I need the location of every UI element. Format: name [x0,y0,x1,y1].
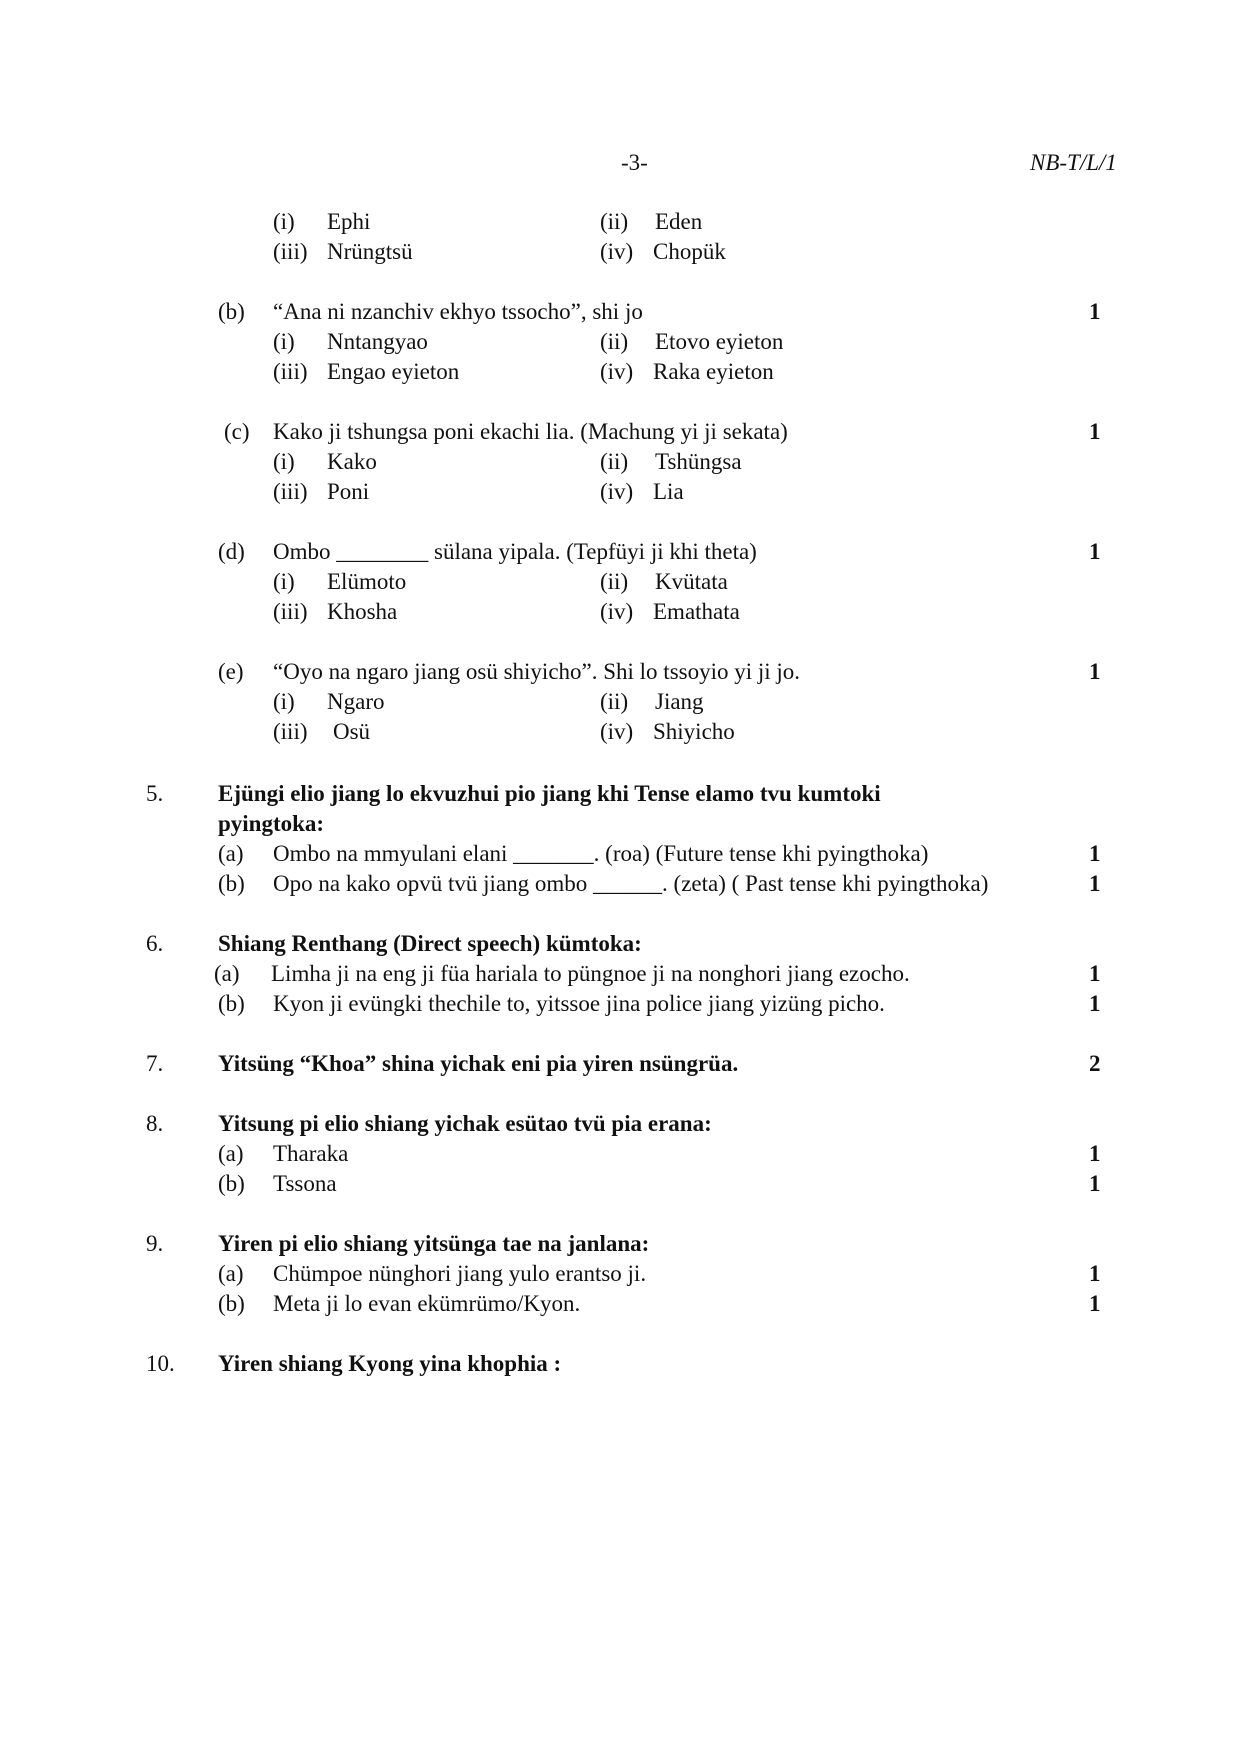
question-marks: 1 [1089,1291,1101,1316]
question-label: (d) [218,539,245,564]
option-text: Nrüngtsü [327,239,413,264]
sub-question-text: Limha ji na eng ji füa hariala to püngnoe ji na nonghori jiang ezocho. [271,961,910,986]
question-text: “Oyo na ngaro jiang osü shiyicho”. Shi lo tssoyio yi ji jo. [273,659,801,684]
question-title: Yitsüng “Khoa” shina yichak eni pia yiren nsüngrüa. [218,1051,739,1076]
question-number: 8. [146,1111,164,1136]
option-text: Kako [327,449,377,474]
option-text: Lia [653,479,684,504]
option-text: Nntangyao [327,329,428,354]
question-title: Shiang Renthang (Direct speech) kümtoka: [218,931,642,956]
option-text: Jiang [655,689,704,714]
question-label: (b) [218,299,245,324]
question-marks: 1 [1089,419,1101,444]
option-number: (i) [273,569,295,594]
question-number: 7. [146,1051,164,1076]
question-marks: 1 [1089,1141,1101,1166]
sub-question-text: Opo na kako opvü tvü jiang ombo ______. (zeta) ( Past tense khi pyingthoka) [273,871,989,896]
option-text: Elümoto [327,569,407,594]
sub-question-text: Chümpoe nünghori jiang yulo erantso ji. [273,1261,647,1286]
sub-question-text: Meta ji lo evan ekümrümo/Kyon. [273,1291,581,1316]
question-marks: 1 [1089,299,1101,324]
question-title: pyingtoka: [218,811,325,836]
option-number: (ii) [600,689,629,714]
option-text: Osü [333,719,371,744]
option-text: Raka eyieton [653,359,774,384]
question-marks: 1 [1089,659,1101,684]
question-number: 6. [146,931,164,956]
option-number: (i) [273,449,295,474]
question-text: Ombo ________ sülana yipala. (Tepfüyi ji khi theta) [273,539,757,564]
sub-question-label: (b) [218,871,245,896]
option-number: (iv) [600,239,634,264]
question-number: 9. [146,1231,164,1256]
question-marks: 1 [1089,871,1101,896]
question-marks: 1 [1089,841,1101,866]
option-text: Chopük [653,239,726,264]
question-title: Ejüngi elio jiang lo ekvuzhui pio jiang khi Tense elamo tvu kumtoki [218,781,881,806]
question-marks: 1 [1089,961,1101,986]
question-marks: 1 [1089,1261,1101,1286]
option-text: Etovo eyieton [655,329,784,354]
question-label: (c) [224,419,250,444]
sub-question-label: (a) [218,841,244,866]
sub-question-text: Kyon ji evüngki thechile to, yitssoe jina police jiang yizüng picho. [273,991,885,1016]
option-number: (ii) [600,449,629,474]
sub-question-label: (b) [218,1171,245,1196]
option-number: (iv) [600,479,634,504]
sub-question-label: (b) [218,1291,245,1316]
page-number: -3- [621,150,648,175]
option-number: (i) [273,329,295,354]
question-number: 5. [146,781,164,806]
sub-question-label: (b) [218,991,245,1016]
option-number: (iii) [273,479,308,504]
option-number: (iv) [600,599,634,624]
sub-question-label: (a) [218,1261,244,1286]
option-number: (iii) [273,719,308,744]
option-number: (iii) [273,599,308,624]
question-text: “Ana ni nzanchiv ekhyo tssocho”, shi jo [273,299,643,324]
sub-question-label: (a) [218,1141,244,1166]
option-number: (ii) [600,569,629,594]
paper-code: NB-T/L/1 [1030,150,1117,175]
option-text: Eden [655,209,703,234]
question-label: (e) [218,659,244,684]
option-text: Khosha [327,599,398,624]
question-marks: 1 [1089,991,1101,1016]
option-text: Kvütata [655,569,728,594]
option-text: Shiyicho [653,719,735,744]
question-text: Kako ji tshungsa poni ekachi lia. (Machung yi ji sekata) [273,419,788,444]
option-number: (i) [273,689,295,714]
question-number: 10. [146,1351,175,1376]
sub-question-text: Tharaka [273,1141,349,1166]
sub-question-text: Ombo na mmyulani elani _______. (roa) (Future tense khi pyingthoka) [273,841,929,866]
question-marks: 1 [1089,1171,1101,1196]
question-title: Yiren shiang Kyong yina khophia : [218,1351,562,1376]
option-number: (iii) [273,359,308,384]
question-marks: 1 [1089,539,1101,564]
sub-question-text: Tssona [273,1171,337,1196]
option-number: (i) [273,209,295,234]
option-text: Poni [327,479,370,504]
sub-question-label: (a) [214,961,240,986]
option-text: Engao eyieton [327,359,460,384]
option-number: (iv) [600,359,634,384]
option-number: (iii) [273,239,308,264]
option-number: (ii) [600,209,629,234]
option-number: (iv) [600,719,634,744]
question-title: Yiren pi elio shiang yitsünga tae na janlana: [218,1231,650,1256]
option-text: Tshüngsa [655,449,742,474]
question-marks: 2 [1089,1051,1101,1076]
option-number: (ii) [600,329,629,354]
question-title: Yitsung pi elio shiang yichak esütao tvü pia erana: [218,1111,712,1136]
option-text: Ephi [327,209,371,234]
option-text: Ngaro [327,689,385,714]
option-text: Emathata [653,599,740,624]
